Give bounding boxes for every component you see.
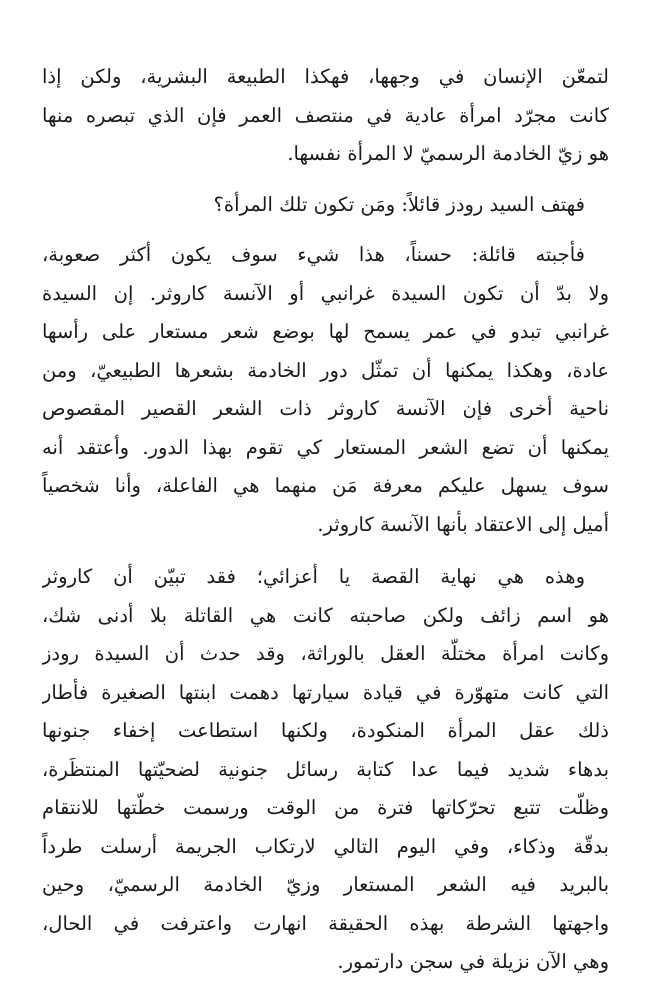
paragraph-4: [42, 558, 609, 982]
text-line: يمكنها أن تضع الشعر المستعار كي تقوم بهذا الدور. وأعتقد أنه: [42, 435, 609, 459]
text-line: كانت مجرّد امرأة عادية في منتصف العمر فإن الذي تبصره منها: [42, 103, 609, 127]
text-line: فهتف السيد رودز قائلاً: ومَن تكون تلك المرأة؟: [213, 192, 585, 216]
text-line: غرانبي تبدو في عمر يسمح لها بوضع شعر مستعار على رأسها: [42, 320, 609, 343]
text-line: وهي الآن نزيلة في سجن دارتمور.: [337, 950, 609, 973]
text-line: بدقّة وذكاء، وفي اليوم التالي لارتكاب الجريمة أرسلت طرداً: [42, 834, 609, 858]
text-line: عادة، وهكذا يمكنها أن تمثّل دور الخادمة بشعرها الطبيعيّ، ومن: [42, 358, 609, 382]
text-line: وهذه هي نهاية القصة يا أعزائي؛ فقد تبيّن أن كاروثر: [42, 565, 585, 588]
text-line: سوف يسهل عليكم معرفة مَن منهما هي الفاعلة، وأنا شخصياً: [42, 474, 609, 497]
paragraph-2: [42, 186, 609, 225]
text-line: بالبريد فيه الشعر المستعار وزيّ الخادمة الرسميّ، وحين: [42, 873, 609, 896]
text-line: هو اسم زائف ولكن صاحبته كانت هي القاتلة بلا أدنى شك،: [42, 603, 609, 627]
text-line: ناحية أخرى فإن الآنسة كاروثر ذات الشعر القصير المقصوص: [42, 397, 609, 420]
text-line: فأجبته قائلة: حسناً، هذا شيء سوف يكون أكثر صعوبة،: [42, 243, 585, 266]
text-line: بدهاء شديد فيما عدا كتابة رسائل جنونية لضحيّتها المنتظَرة،: [42, 757, 609, 781]
text-line: هو زيّ الخادمة الرسميّ لا المرأة نفسها.: [287, 142, 609, 165]
text-line: لتمعّن الإنسان في وجهها، فهكذا الطبيعة البشرية، ولكن إذا: [42, 65, 609, 88]
text-line: أميل إلى الاعتقاد بأنها الآنسة كاروثر.: [317, 512, 609, 536]
text-line: وكانت امرأة مختلّة العقل بالوراثة، وقد حدث أن السيدة رودز: [42, 642, 609, 665]
paragraph-1: [42, 58, 609, 174]
text-line: ذلك عقل المرأة المنكودة، ولكنها استطاعت إخفاء جنونها: [42, 719, 609, 742]
text-line: وظلّت تتبع تحرّكاتها فترة من الوقت ورسمت خطّتها للانتقام: [42, 796, 609, 819]
paragraph-3: [42, 236, 609, 544]
text-line: التي كانت متهوّرة في قيادة سيارتها دهمت ابنتها الصغيرة فأطار: [42, 680, 609, 704]
text-line: واجهتها الشرطة بهذه الحقيقة انهارت واعترفت في الحال،: [42, 911, 609, 935]
text-line: ولا بدّ أن تكون السيدة غرانبي أو الآنسة كاروثر. إن السيدة: [42, 281, 609, 305]
